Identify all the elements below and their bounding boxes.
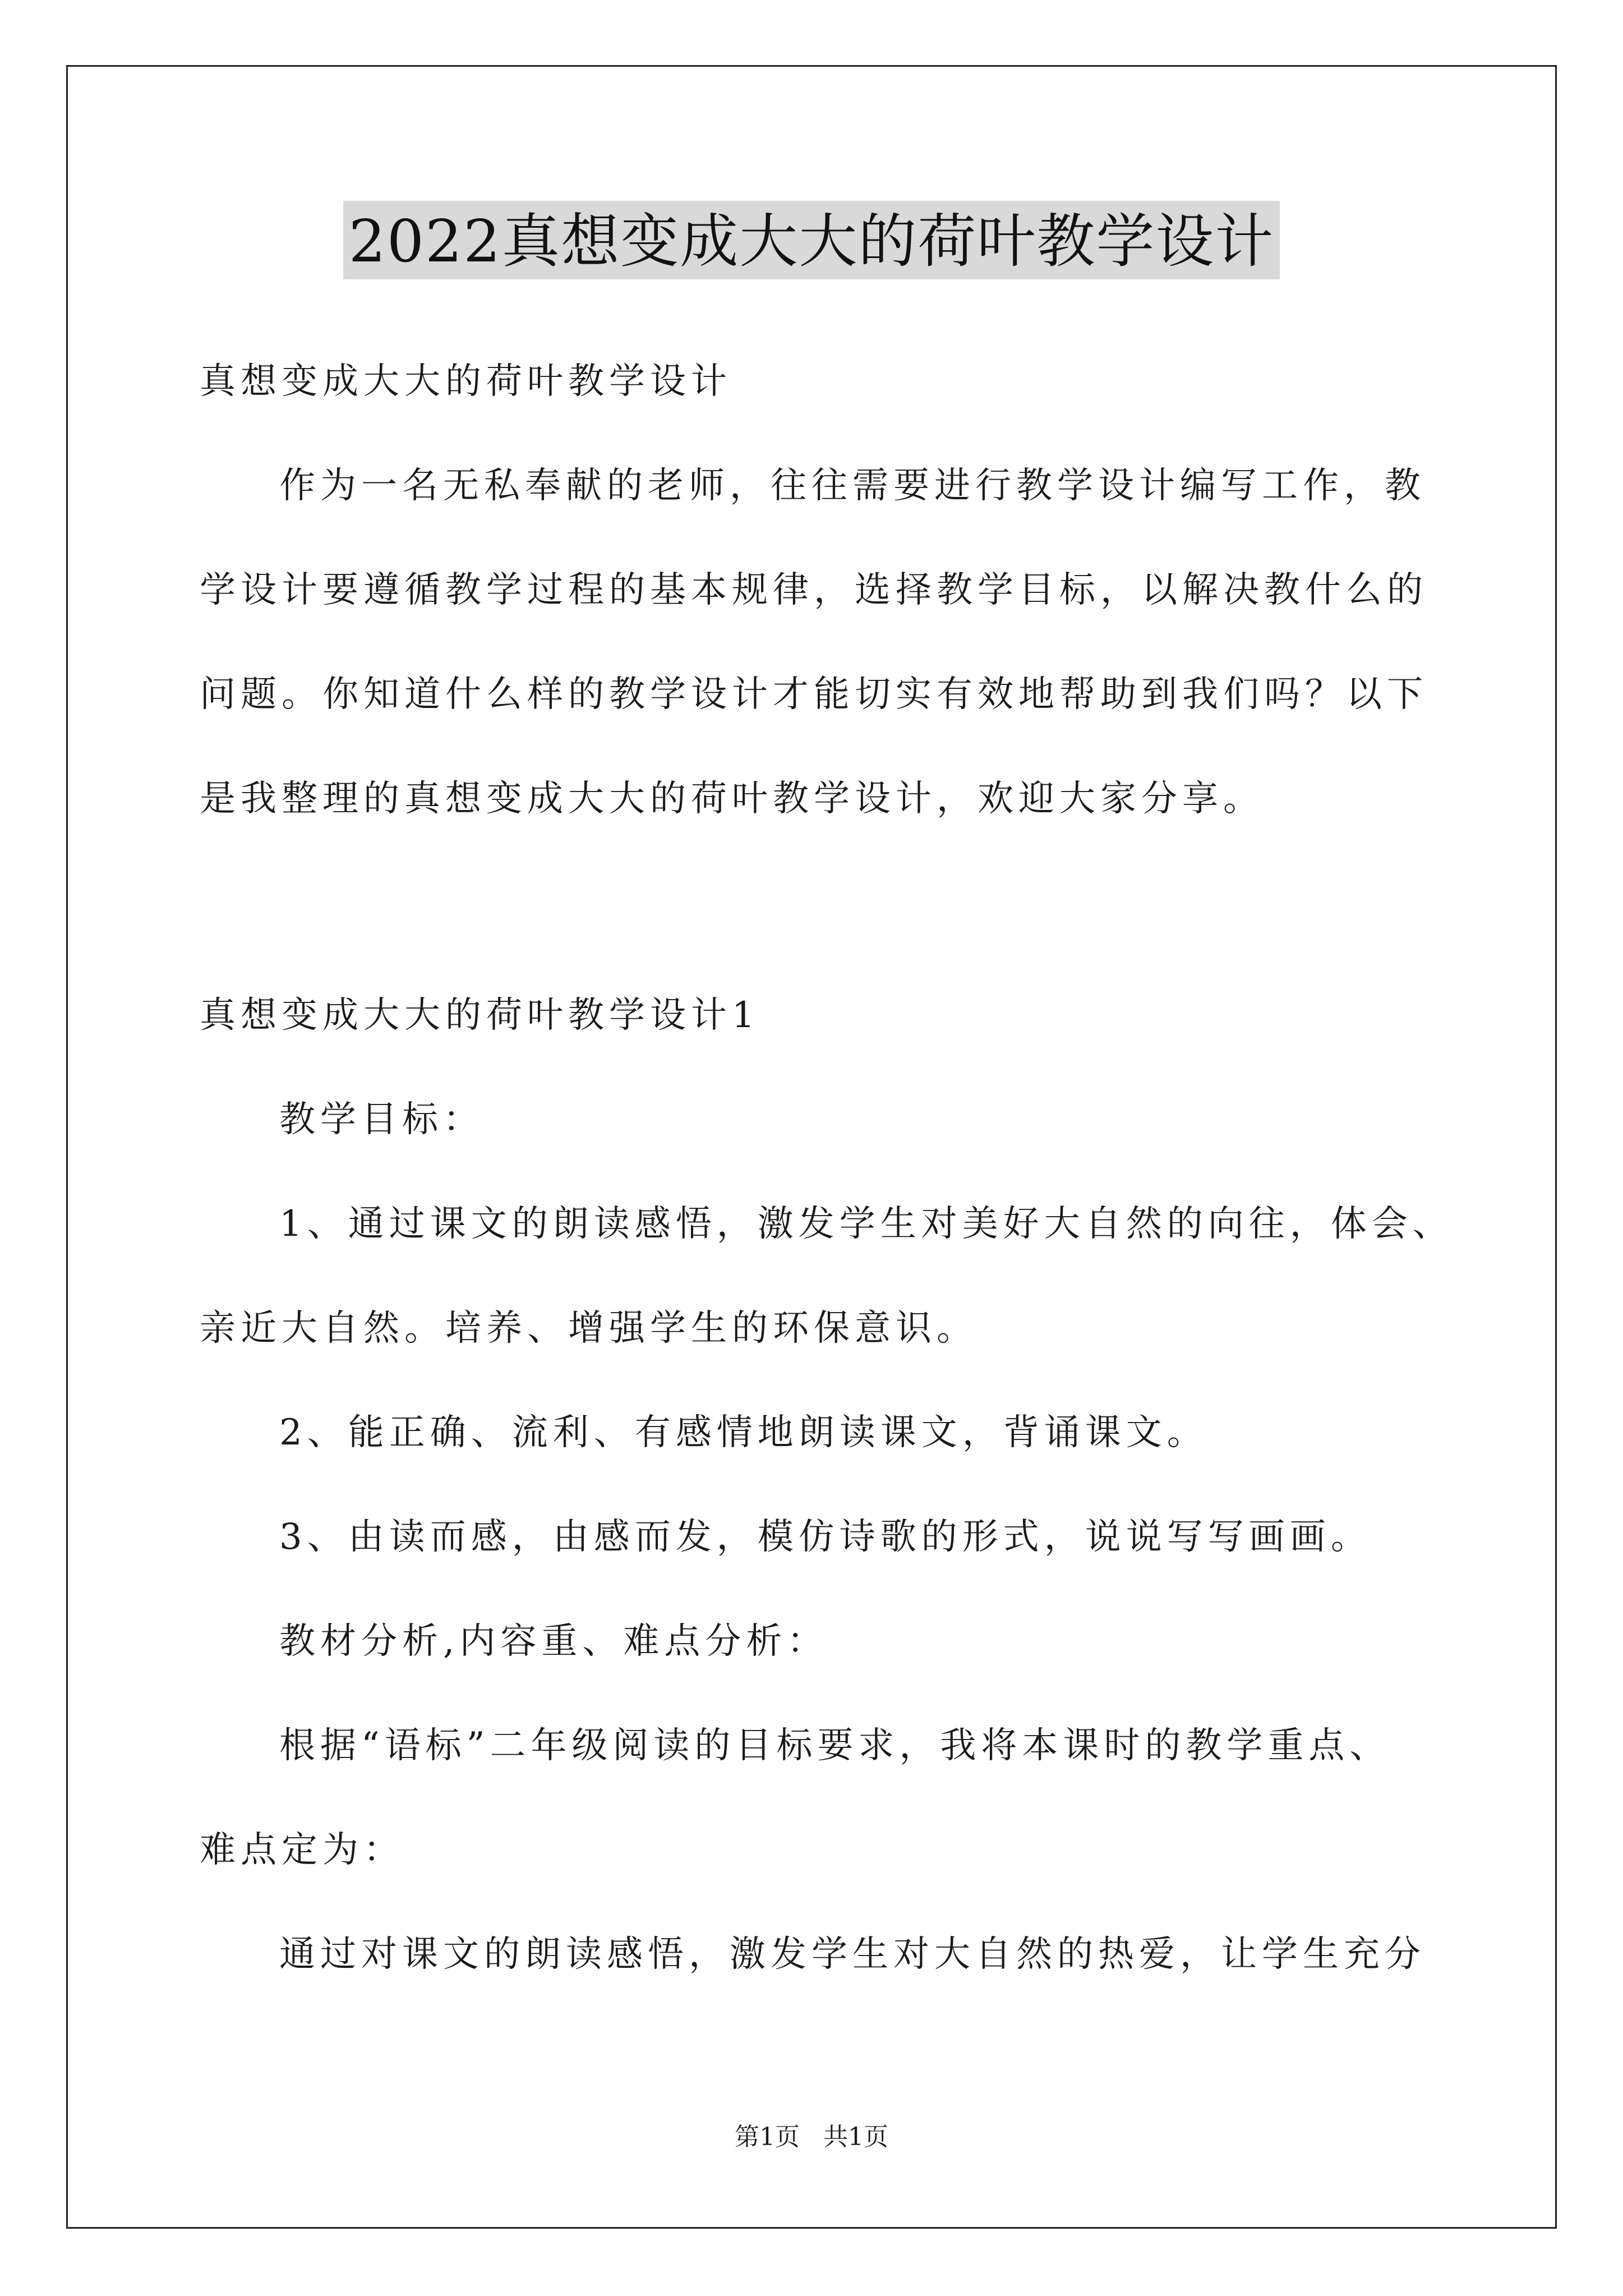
paragraph-line: 2、能正确、流利、有感情地朗读课文，背诵课文。 [279,1412,1208,1453]
paragraph-line: 通过对课文的朗读感悟，激发学生对大自然的热爱，让学生充分 [279,1934,1426,1975]
section-heading: 真想变成大大的荷叶教学设计1 [200,995,760,1036]
paragraph-line: 难点定为： [200,1829,404,1871]
page-number-footer: 第1页 共1页 [735,2123,888,2151]
paragraph-line: 1、通过课文的朗读感悟，激发学生对美好大自然的向往，体会、 [279,1203,1454,1245]
section-heading: 真想变成大大的荷叶教学设计 [200,361,732,402]
paragraph-line: 教学目标： [279,1099,484,1140]
paragraph-line: 问题。你知道什么样的教学设计才能切实有效地帮助到我们吗？以下 [200,674,1428,715]
paragraph-line: 学设计要遵循教学过程的基本规律，选择教学目标，以解决教什么的 [200,569,1428,611]
paragraph-line: 是我整理的真想变成大大的荷叶教学设计，欢迎大家分享。 [200,778,1264,820]
title-container [0,201,1623,279]
paragraph-line: 作为一名无私奉献的老师，往往需要进行教学设计编写工作，教 [279,465,1426,507]
paragraph-line: 亲近大自然。培养、增强学生的环保意识。 [200,1308,978,1349]
paragraph-line: 教材分析,内容重、难点分析： [279,1621,828,1662]
paragraph-line: 3、由读而感，由感而发，模仿诗歌的形式，说说写写画画。 [279,1516,1372,1558]
document-title: 2022真想变成大大的荷叶教学设计 [343,201,1280,279]
paragraph-line: 根据“语标”二年级阅读的目标要求，我将本课时的教学重点、 [279,1725,1391,1766]
